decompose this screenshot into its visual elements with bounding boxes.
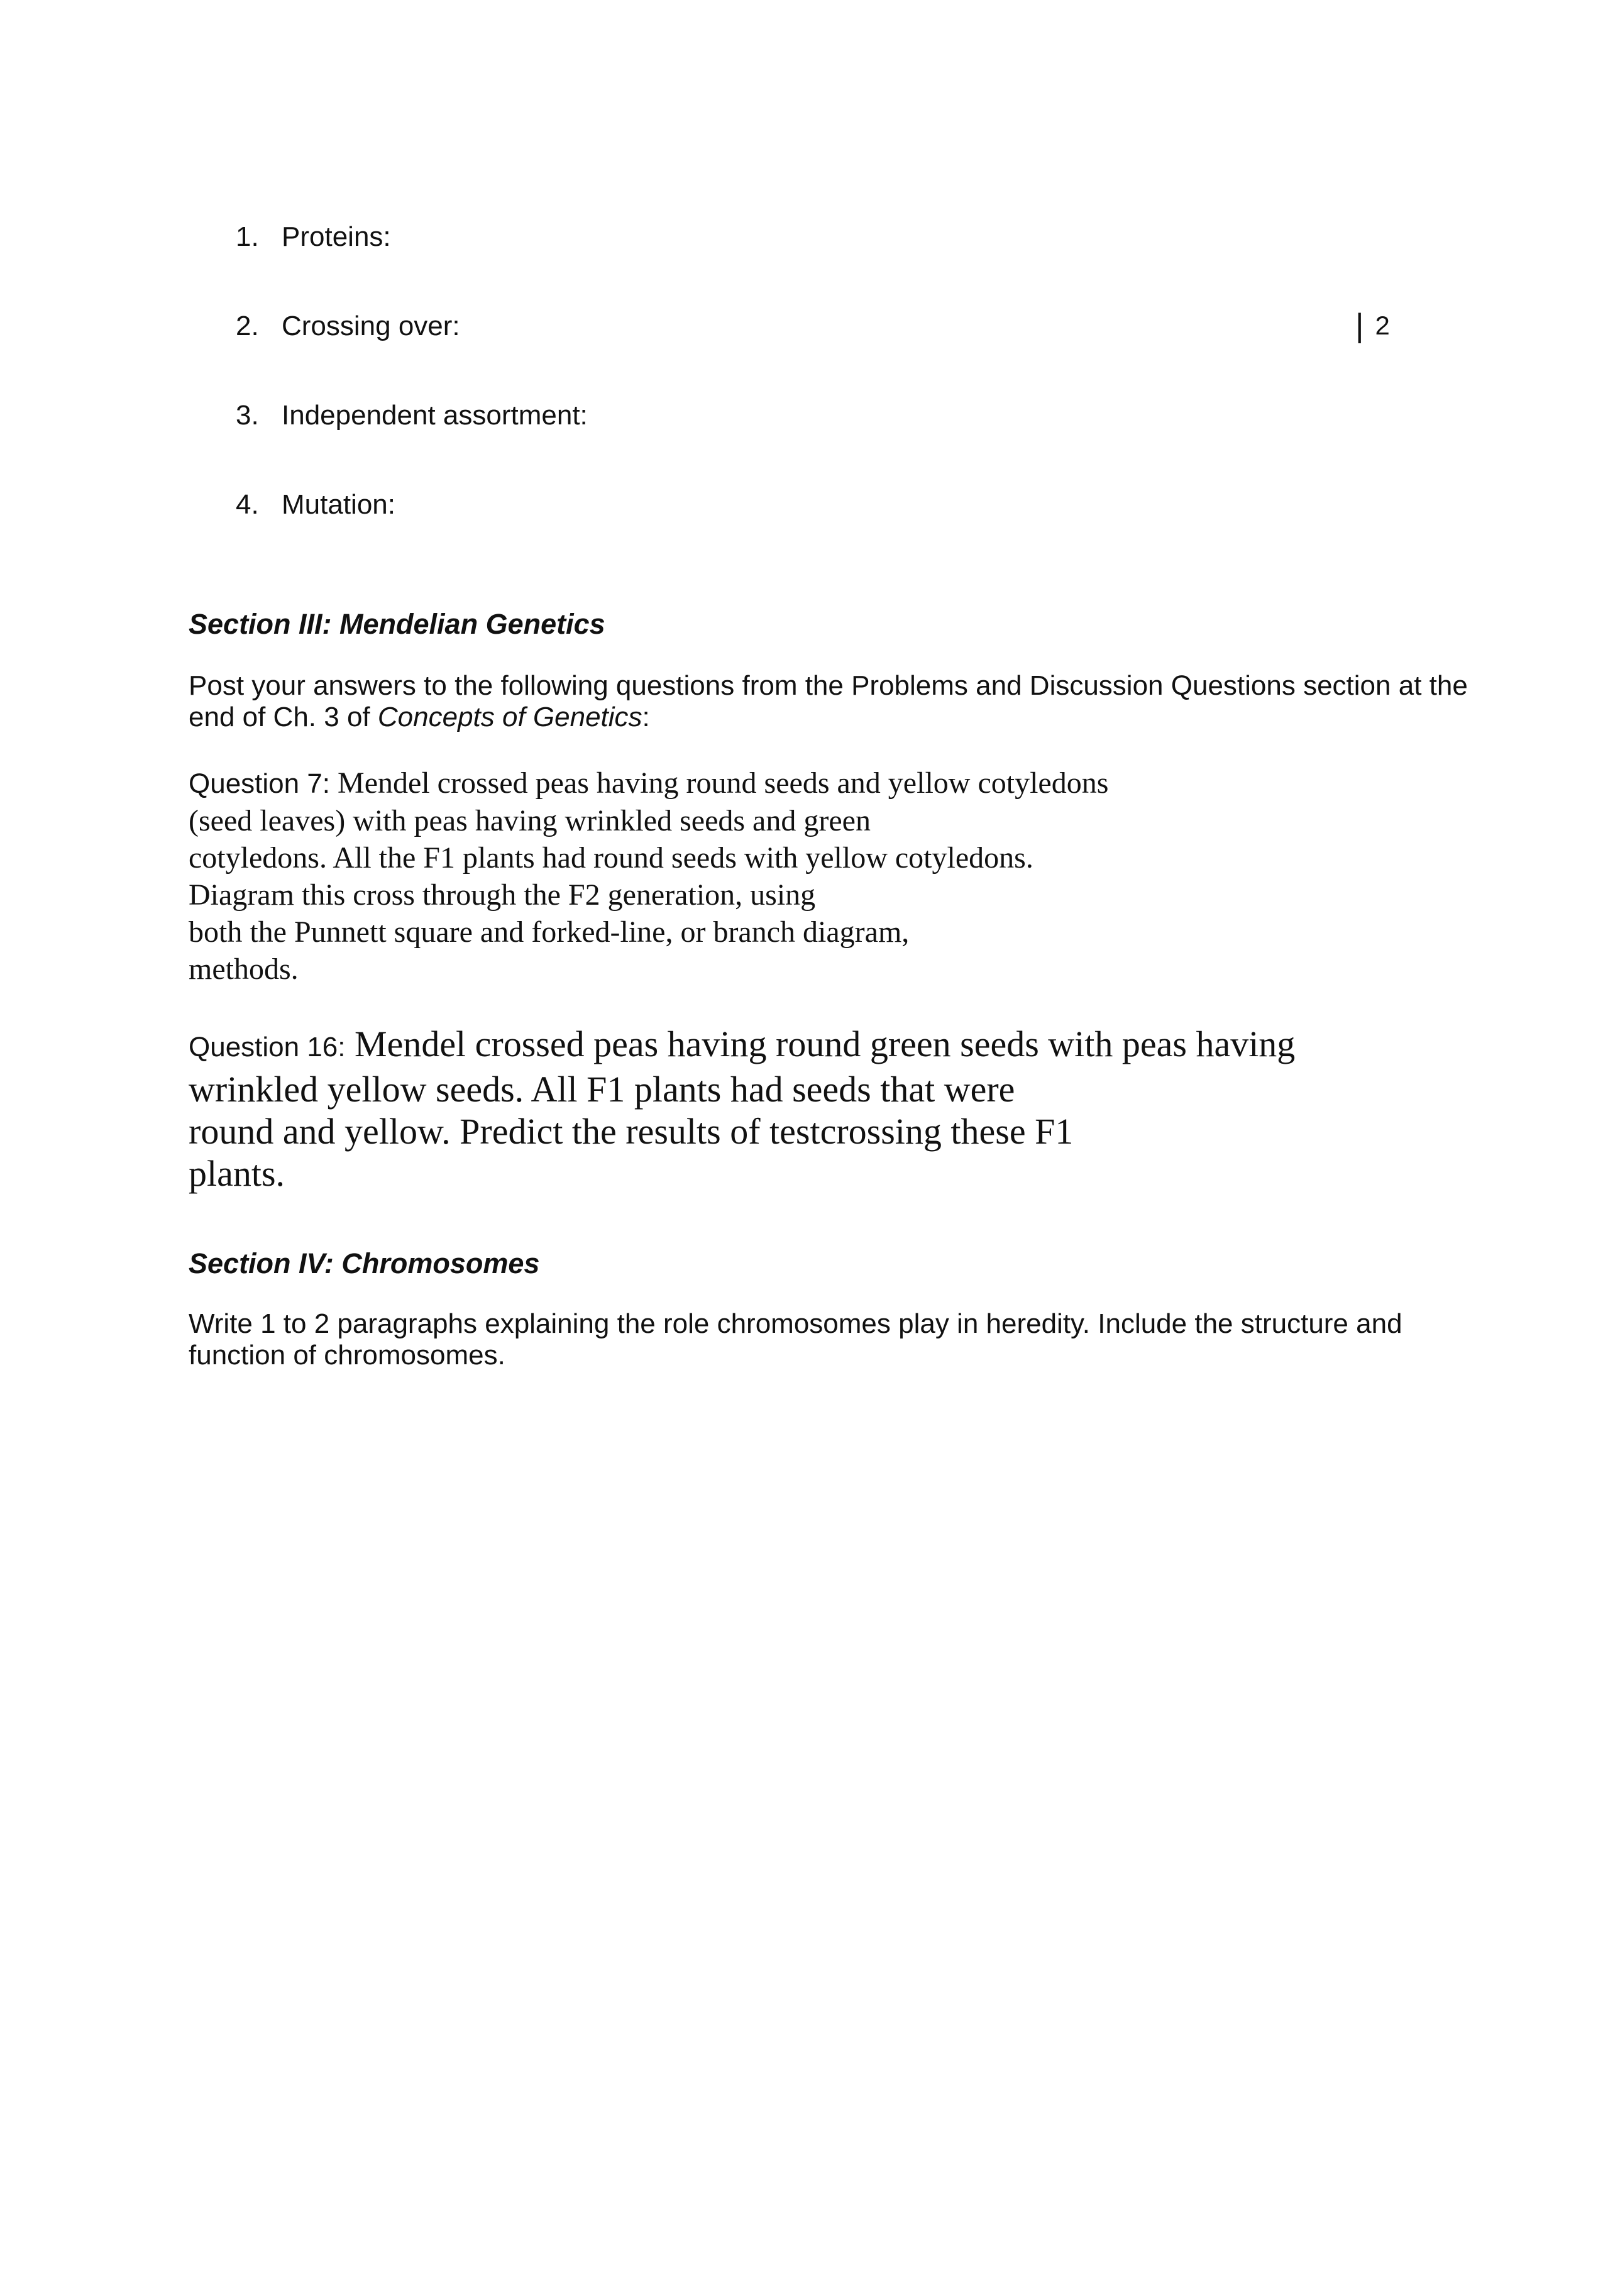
list-item-number: 3. — [236, 400, 259, 431]
intro-line-2 — [189, 702, 1509, 733]
list-item-label: Independent assortment: — [282, 400, 588, 431]
question-7-line-4: Diagram this cross through the F2 generation, using — [189, 878, 816, 912]
section-4-heading: Section IV: Chromosomes — [189, 1247, 540, 1279]
question-7-line-6: methods. — [189, 952, 299, 986]
question-7-text: Mendel crossed peas having round seeds and yellow cotyledons — [330, 766, 1109, 800]
section-4-body — [189, 1308, 1509, 1371]
list-item-label: Crossing over: — [282, 311, 460, 341]
list-item-number: 4. — [236, 489, 259, 520]
list-item-label: Proteins: — [282, 221, 391, 252]
page-number-value: 2 — [1375, 311, 1390, 340]
list-item-proteins — [189, 221, 1509, 253]
question-16 — [189, 1023, 1509, 1195]
page-number-separator: | — [1355, 307, 1364, 344]
question-16-line-4: plants. — [189, 1153, 285, 1194]
question-7 — [189, 764, 1509, 988]
intro-line-1: Post your answers to the following questions from the Problems and Discussion Questions section at the — [189, 670, 1468, 701]
list-item-independent-assortment — [189, 400, 1509, 431]
question-7-line-2: (seed leaves) with peas having wrinkled seeds and green — [189, 804, 871, 837]
question-7-line-5: both the Punnett square and forked-line, or branch diagram, — [189, 915, 910, 949]
page-number — [1355, 308, 1390, 343]
section-3-heading: Section III: Mendelian Genetics — [189, 608, 605, 640]
question-7-line-1 — [189, 764, 1509, 802]
list-item-number: 2. — [236, 311, 259, 341]
term-list — [189, 221, 1509, 521]
section-3-intro — [189, 670, 1509, 733]
question-16-text: Mendel crossed peas having round green seeds with peas having — [345, 1024, 1296, 1064]
section-4-line-2: function of chromosomes. — [189, 1340, 505, 1371]
list-item-mutation — [189, 489, 1509, 521]
question-7-label: Question 7: — [189, 768, 331, 799]
document-body — [0, 221, 1603, 1371]
section-4-line-1: Write 1 to 2 paragraphs explaining the role chromosomes play in heredity. Include the structure and — [189, 1308, 1402, 1339]
list-item-label: Mutation: — [282, 489, 395, 520]
intro-line-2-text: end of Ch. 3 of — [189, 702, 378, 732]
question-16-line-1 — [189, 1023, 1509, 1068]
question-16-line-3: round and yellow. Predict the results of testcrossing these F1 — [189, 1111, 1074, 1152]
document-page — [0, 221, 1603, 2296]
question-7-line-3: cotyledons. All the F1 plants had round seeds with yellow cotyledons. — [189, 841, 1033, 875]
question-16-label: Question 16: — [189, 1032, 346, 1062]
list-item-crossing-over — [189, 311, 1509, 342]
list-item-number: 1. — [236, 221, 259, 252]
intro-line-2-colon: : — [642, 702, 650, 732]
book-title: Concepts of Genetics — [377, 702, 642, 732]
question-16-line-2: wrinkled yellow seeds. All F1 plants had seeds that were — [189, 1069, 1015, 1110]
